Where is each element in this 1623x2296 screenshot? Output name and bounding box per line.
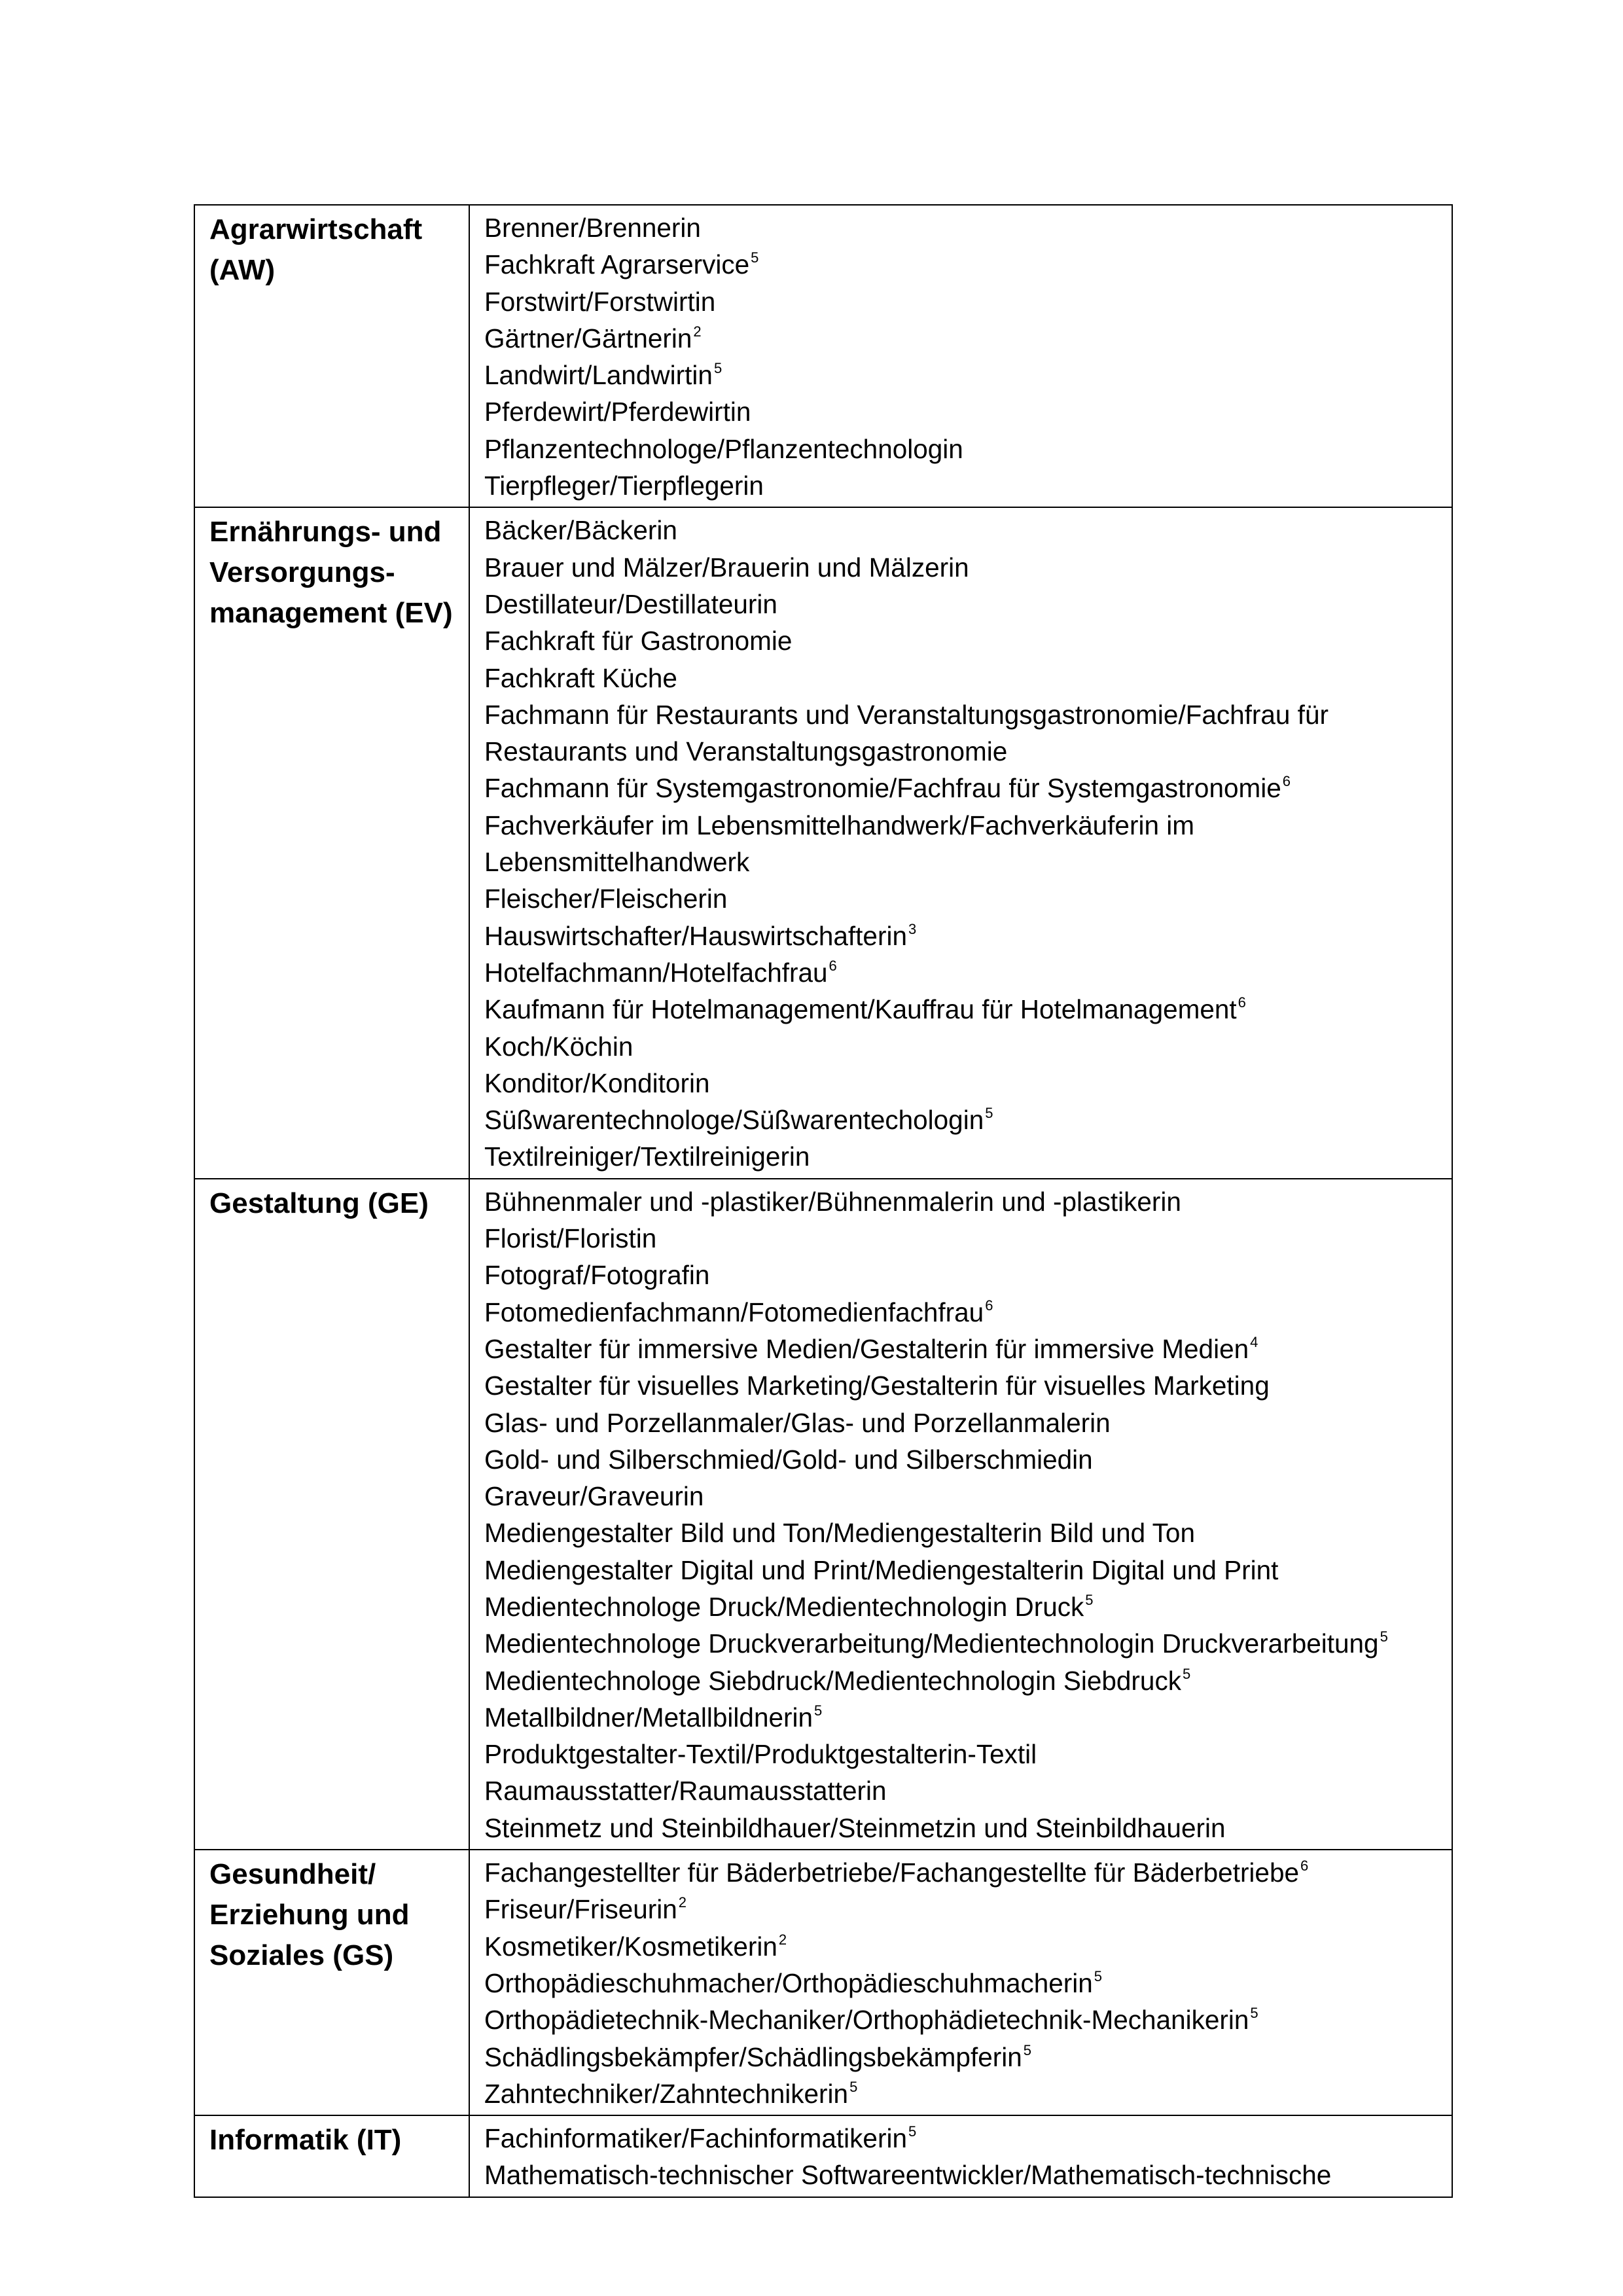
occupation-name: Medientechnologe Druckverarbeitung/Medientechnologin Druckverarbeitung xyxy=(484,1628,1379,1659)
occupation-item xyxy=(484,622,1437,659)
footnote-marker: 2 xyxy=(678,1894,687,1911)
category-cell xyxy=(194,205,469,507)
occupation-item xyxy=(484,357,1437,393)
category-cell xyxy=(194,1850,469,2115)
footnote-marker: 6 xyxy=(829,957,837,974)
occupation-name: Koch/Köchin xyxy=(484,1031,633,1062)
occupation-item xyxy=(484,549,1437,586)
occupation-item xyxy=(484,880,1437,917)
occupation-item xyxy=(484,467,1437,504)
footnote-marker: 3 xyxy=(908,920,917,937)
occupation-name: Kosmetiker/Kosmetikerin xyxy=(484,1931,777,1962)
category-label-line: Soziales (GS) xyxy=(209,1939,394,1972)
occupation-name: Graveur/Graveurin xyxy=(484,1481,704,1512)
occupation-name: Bäcker/Bäckerin xyxy=(484,515,677,546)
occupation-item xyxy=(484,1928,1437,1965)
occupation-list-cell xyxy=(469,2115,1452,2197)
footnote-marker: 5 xyxy=(1094,1967,1103,1984)
occupation-name: Fachverkäufer im Lebensmittelhandwerk/Fachverkäuferin im Lebensmittelhandwerk xyxy=(484,810,1194,878)
occupation-name: Bühnenmaler und -plastiker/Bühnenmalerin und -plastikerin xyxy=(484,1186,1181,1217)
occupation-item xyxy=(484,918,1437,954)
footnote-marker: 2 xyxy=(778,1931,787,1948)
occupation-table-body xyxy=(194,205,1452,2197)
category-label-line: Informatik (IT) xyxy=(209,2124,402,2157)
occupation-item xyxy=(484,2039,1437,2075)
occupation-item xyxy=(484,2075,1437,2112)
occupation-item xyxy=(484,1331,1437,1367)
occupation-name: Medientechnologe Siebdruck/Medientechnologin Siebdruck xyxy=(484,1665,1181,1696)
footnote-marker: 5 xyxy=(985,1105,993,1122)
category-label-line: management (EV) xyxy=(209,597,453,630)
occupation-list-cell xyxy=(469,205,1452,507)
occupation-item xyxy=(484,1138,1437,1175)
occupation-name: Kaufmann für Hotelmanagement/Kauffrau für Hotelmanagement xyxy=(484,994,1237,1025)
occupation-item xyxy=(484,1625,1437,1662)
occupation-item xyxy=(484,770,1437,806)
occupation-item xyxy=(484,1220,1437,1257)
footnote-marker: 2 xyxy=(693,323,702,340)
occupation-name: Fachmann für Systemgastronomie/Fachfrau für Systemgastronomie xyxy=(484,773,1281,804)
category-label-line: Erziehung und xyxy=(209,1899,410,1931)
category-label-line: Ernährungs- und xyxy=(209,516,442,548)
occupation-name: Mathematisch-technischer Softwareentwickler/Mathematisch-technische xyxy=(484,2160,1332,2191)
footnote-marker: 5 xyxy=(713,360,722,377)
occupation-table xyxy=(194,204,1453,2198)
occupation-item xyxy=(484,283,1437,320)
occupation-item xyxy=(484,512,1437,548)
table-row xyxy=(194,2115,1452,2197)
occupation-item xyxy=(484,1699,1437,1736)
category-cell xyxy=(194,2115,469,2197)
footnote-marker: 5 xyxy=(1023,2041,1031,2058)
occupation-name: Fleischer/Fleischerin xyxy=(484,884,728,914)
occupation-name: Gold- und Silberschmied/Gold- und Silberschmiedin xyxy=(484,1444,1093,1475)
footnote-marker: 5 xyxy=(849,2078,858,2095)
category-label-line: Versorgungs- xyxy=(209,556,395,589)
occupation-item xyxy=(484,1810,1437,1846)
occupation-name: Brauer und Mälzer/Brauerin und Mälzerin xyxy=(484,552,969,583)
occupation-item xyxy=(484,1965,1437,2001)
occupation-item xyxy=(484,2157,1437,2193)
occupation-item xyxy=(484,1183,1437,1220)
occupation-name: Destillateur/Destillateurin xyxy=(484,588,777,619)
occupation-name: Medientechnologe Druck/Medientechnologin Druck xyxy=(484,1591,1084,1622)
footnote-marker: 5 xyxy=(908,2123,917,2140)
occupation-name: Schädlingsbekämpfer/Schädlingsbekämpferin xyxy=(484,2041,1022,2072)
category-cell xyxy=(194,507,469,1178)
category-label-line: Agrarwirtschaft xyxy=(209,213,423,245)
occupation-item xyxy=(484,1588,1437,1625)
table-row xyxy=(194,1850,1452,2115)
occupation-list-cell xyxy=(469,1179,1452,1850)
occupation-name: Fachmann für Restaurants und Veranstaltungsgastronomie/Fachfrau für Restaurants und Veranstaltungsgastronomie xyxy=(484,699,1329,767)
occupation-name: Gestalter für immersive Medien/Gestalterin für immersive Medien xyxy=(484,1333,1249,1364)
occupation-name: Orthopädietechnik-Mechaniker/Orthophädietechnik-Mechanikerin xyxy=(484,2005,1249,2036)
footnote-marker: 6 xyxy=(985,1297,993,1314)
occupation-item xyxy=(484,1736,1437,1772)
occupation-name: Konditor/Konditorin xyxy=(484,1067,710,1098)
occupation-name: Fotograf/Fotografin xyxy=(484,1260,710,1291)
occupation-name: Textilreiniger/Textilreinigerin xyxy=(484,1141,810,1172)
footnote-marker: 4 xyxy=(1250,1333,1258,1350)
occupation-item xyxy=(484,660,1437,696)
category-label-line: Gestaltung (GE) xyxy=(209,1187,429,1219)
occupation-name: Hotelfachmann/Hotelfachfrau xyxy=(484,957,828,988)
occupation-name: Fotomedienfachmann/Fotomedienfachfrau xyxy=(484,1297,984,1327)
occupation-name: Gestalter für visuelles Marketing/Gestalterin für visuelles Marketing xyxy=(484,1371,1270,1401)
occupation-item xyxy=(484,1367,1437,1404)
occupation-list-cell xyxy=(469,1850,1452,2115)
occupation-name: Fachkraft Küche xyxy=(484,662,677,693)
occupation-item xyxy=(484,696,1437,770)
occupation-name: Mediengestalter Bild und Ton/Mediengestalterin Bild und Ton xyxy=(484,1518,1195,1549)
occupation-item xyxy=(484,1552,1437,1588)
category-label-line: (AW) xyxy=(209,254,276,286)
occupation-item xyxy=(484,431,1437,467)
occupation-name: Steinmetz und Steinbildhauer/Steinmetzin und Steinbildhauerin xyxy=(484,1812,1226,1843)
occupation-name: Florist/Floristin xyxy=(484,1223,657,1254)
occupation-name: Hauswirtschafter/Hauswirtschafterin xyxy=(484,920,907,951)
occupation-name: Forstwirt/Forstwirtin xyxy=(484,286,716,317)
occupation-item xyxy=(484,1772,1437,1809)
footnote-marker: 5 xyxy=(814,1702,823,1719)
footnote-marker: 5 xyxy=(1250,2005,1258,2022)
footnote-marker: 5 xyxy=(1085,1591,1094,1608)
occupation-item xyxy=(484,246,1437,283)
occupation-item xyxy=(484,1662,1437,1699)
table-row xyxy=(194,507,1452,1178)
occupation-name: Fachkraft für Gastronomie xyxy=(484,626,793,656)
table-row xyxy=(194,1179,1452,1850)
occupation-item xyxy=(484,1257,1437,1293)
occupation-name: Süßwarentechnologe/Süßwarentechologin xyxy=(484,1105,984,1136)
occupation-item xyxy=(484,2001,1437,2038)
occupation-item xyxy=(484,209,1437,246)
occupation-name: Tierpfleger/Tierpflegerin xyxy=(484,471,764,501)
occupation-name: Mediengestalter Digital und Print/Mediengestalterin Digital und Print xyxy=(484,1554,1279,1585)
table-row xyxy=(194,205,1452,507)
occupation-item xyxy=(484,1891,1437,1928)
footnote-marker: 5 xyxy=(1380,1628,1388,1645)
occupation-item xyxy=(484,393,1437,430)
occupation-name: Orthopädieschuhmacher/Orthopädieschuhmacherin xyxy=(484,1967,1093,1998)
occupation-item xyxy=(484,1405,1437,1441)
occupation-item xyxy=(484,320,1437,357)
occupation-name: Pferdewirt/Pferdewirtin xyxy=(484,397,751,427)
occupation-item xyxy=(484,1028,1437,1065)
occupation-name: Fachkraft Agrarservice xyxy=(484,249,750,280)
occupation-name: Produktgestalter-Textil/Produktgestalterin-Textil xyxy=(484,1739,1037,1770)
occupation-list-cell xyxy=(469,507,1452,1178)
footnote-marker: 6 xyxy=(1300,1857,1309,1874)
occupation-name: Glas- und Porzellanmaler/Glas- und Porzellanmalerin xyxy=(484,1407,1111,1438)
occupation-item xyxy=(484,954,1437,991)
occupation-name: Pflanzentechnologe/Pflanzentechnologin xyxy=(484,433,963,464)
occupation-name: Landwirt/Landwirtin xyxy=(484,360,713,391)
occupation-name: Zahntechniker/Zahntechnikerin xyxy=(484,2078,849,2109)
occupation-name: Fachinformatiker/Fachinformatikerin xyxy=(484,2123,907,2154)
occupation-name: Friseur/Friseurin xyxy=(484,1894,677,1925)
category-label-line: Gesundheit/ xyxy=(209,1858,376,1891)
occupation-item xyxy=(484,1515,1437,1551)
occupation-item xyxy=(484,586,1437,622)
footnote-marker: 5 xyxy=(751,249,759,266)
occupation-item xyxy=(484,2120,1437,2157)
occupation-item xyxy=(484,1102,1437,1138)
occupation-item xyxy=(484,991,1437,1028)
footnote-marker: 6 xyxy=(1238,994,1246,1011)
occupation-item xyxy=(484,807,1437,881)
footnote-marker: 6 xyxy=(1282,773,1291,790)
occupation-item xyxy=(484,1065,1437,1102)
occupation-name: Metallbildner/Metallbildnerin xyxy=(484,1702,813,1732)
occupation-item xyxy=(484,1441,1437,1478)
occupation-name: Fachangestellter für Bäderbetriebe/Fachangestellte für Bäderbetriebe xyxy=(484,1857,1299,1888)
occupation-name: Brenner/Brennerin xyxy=(484,213,701,243)
occupation-name: Raumausstatter/Raumausstatterin xyxy=(484,1776,887,1806)
occupation-name: Gärtner/Gärtnerin xyxy=(484,323,692,353)
footnote-marker: 5 xyxy=(1182,1665,1191,1682)
category-cell xyxy=(194,1179,469,1850)
occupation-item xyxy=(484,1478,1437,1515)
occupation-item xyxy=(484,1854,1437,1891)
occupation-item xyxy=(484,1294,1437,1331)
